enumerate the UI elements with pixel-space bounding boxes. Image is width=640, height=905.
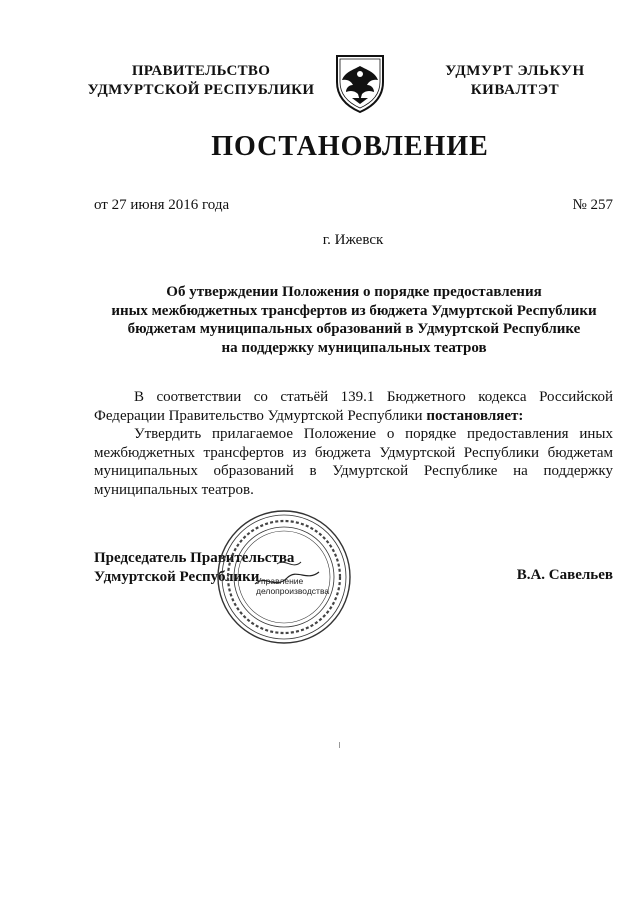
signature-position-line2: Удмуртской Республики: [94, 569, 260, 585]
header-left-line2: УДМУРТСКОЙ РЕСПУБЛИКИ: [87, 82, 315, 98]
subject-line: иных межбюджетных трансфертов из бюджета Удмуртской Республики: [111, 302, 597, 319]
document-title: ПОСТАНОВЛЕНИЕ: [211, 131, 489, 162]
stamp-text-line2: делопроизводства: [256, 586, 330, 596]
document-city: г. Ижевск: [322, 232, 384, 248]
signature-position-line1: Председатель Правительства: [94, 550, 295, 566]
subject-line: бюджетам муниципальных образований в Удмуртской Республике: [127, 321, 581, 337]
document-number: № 257: [572, 197, 613, 213]
page-mark: [339, 742, 340, 748]
header-right-line1: УДМУРТ ЭЛЬКУН: [445, 63, 585, 79]
header-right: [420, 62, 610, 100]
signature-name: В.А. Савельев: [516, 567, 613, 583]
stamp-text-line1: Управление: [256, 576, 304, 586]
header-left-line1: ПРАВИТЕЛЬСТВО: [131, 63, 271, 79]
body-paragraph-1: [94, 388, 613, 425]
header-left: [72, 62, 330, 100]
document-date: от 27 июня 2016 года: [94, 197, 230, 213]
paragraph-1-bold: постановляет:: [426, 407, 524, 424]
document-body: [94, 388, 613, 499]
paragraph-1-text: В соответствии со статьёй 139.1 Бюджетного кодекса Российской Федерации Правительство Удмуртской Республики: [94, 389, 613, 424]
header-right-line2: КИВАЛТЭТ: [470, 82, 560, 98]
subject-line: Об утверждении Положения о порядке предоставления: [166, 284, 542, 300]
body-paragraph-2: Утвердить прилагаемое Положение о порядке предоставления иных межбюджетных трансфертов из бюджета Удмуртской Республики бюджетам муниципальных образований в Удмуртской Республике на поддержку муниципальных театров.: [94, 426, 613, 498]
document-subject: [94, 283, 614, 357]
coat-of-arms-emblem-icon: [331, 52, 389, 114]
stamp-text: [256, 576, 346, 596]
subject-line: на поддержку муниципальных театров: [221, 339, 487, 356]
